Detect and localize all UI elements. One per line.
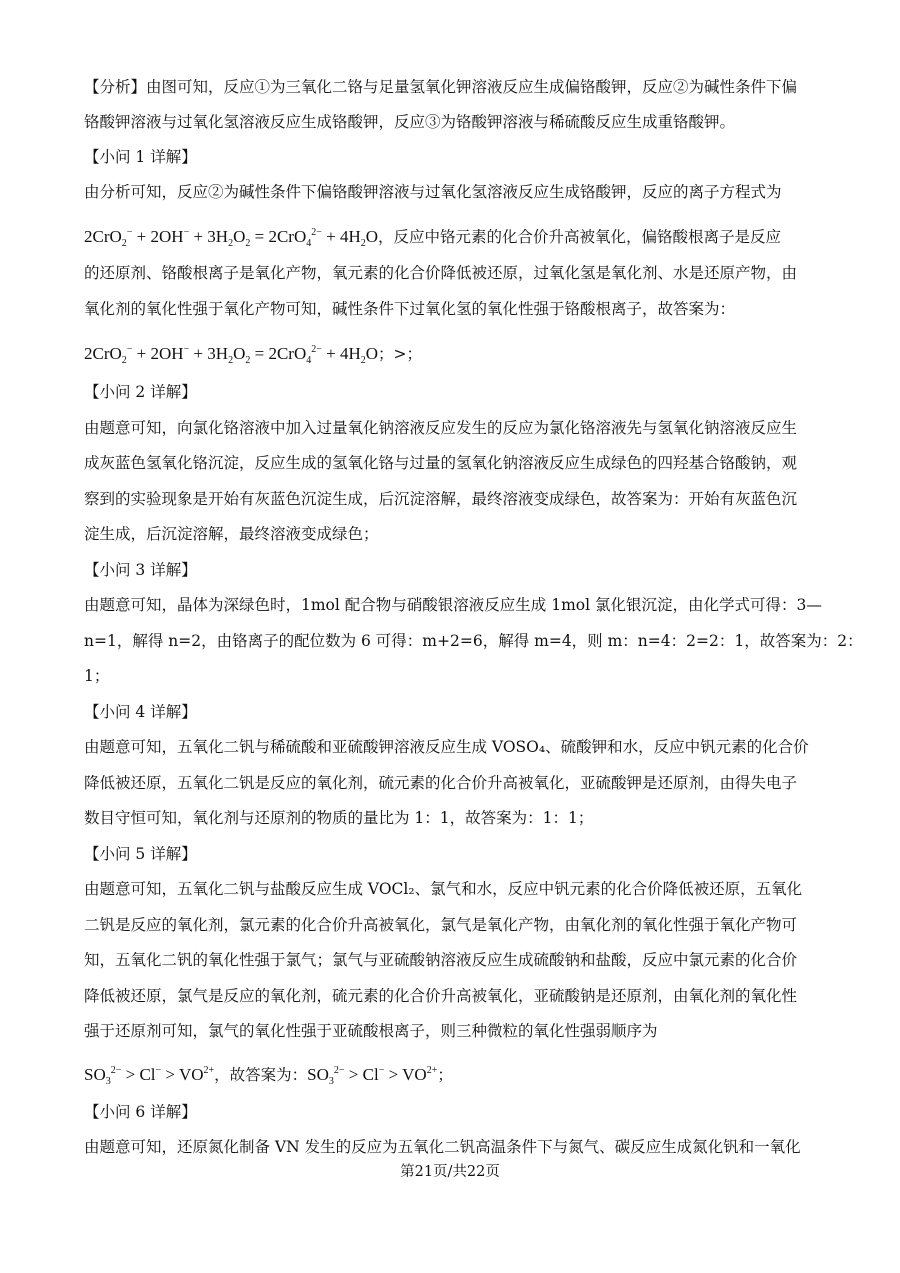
page-footer: 第21页/共22页	[400, 1164, 500, 1180]
q1-line-2-text: ，反应中铬元素的化合价升高被氧化，偏铬酸根离子是反应	[378, 228, 782, 246]
q3-line-3: 1；	[84, 667, 110, 685]
q4-line-1: 由题意可知，五氧化二钒与稀硫酸和亚硫酸钾溶液反应生成 VOSO₄、硫酸钾和水，反应中钒元素的化合价	[84, 738, 809, 756]
q5-line-1: 由题意可知，五氧化二钒与盐酸反应生成 VOCl₂、氯气和水，反应中钒元素的化合价降低被还原，五氧化	[84, 880, 803, 898]
q3-line-2: n=1，解得 n=2，由铬离子的配位数为 6 可得：m+2=6，解得 m=4，则 m：n=4：2=2：1，故答案为：2：	[84, 632, 863, 650]
q1-line-4: 氧化剂的氧化性强于氧化产物可知，碱性条件下过氧化氢的氧化性强于铬酸根离子，故答案为：	[84, 300, 736, 318]
q5-answer-text-1: ，故答案为：	[214, 1066, 308, 1084]
q1-equation-line	[84, 223, 824, 254]
q5-line-4: 降低被还原，氯气是反应的氧化剂，硫元素的化合价升高被氧化，亚硫酸钠是还原剂，由氧化剂的氧化性	[84, 987, 798, 1005]
q4-line-3: 数目守恒可知，氧化剂与还原剂的物质的量比为 1：1，故答案为：1：1；	[84, 809, 594, 827]
q4-heading: 【小问 4 详解】	[84, 703, 197, 721]
oxidizer-order-2: $SO_3^{2-} > Cl^- > VO^{2+}$	[307, 1065, 438, 1087]
q4-line-2: 降低被还原，五氧化二钒是反应的氧化剂，硫元素的化合价升高被氧化，亚硫酸钾是还原剂，由得失电子	[84, 774, 798, 792]
q5-answer-line	[84, 1061, 824, 1092]
q1-heading: 【小问 1 详解】	[84, 148, 197, 166]
analysis-line-1: 【分析】由图可知，反应①为三氧化二铬与足量氢氧化钾溶液反应生成偏铬酸钾，反应②为碱性条件下偏	[84, 78, 798, 96]
q5-line-2: 二钒是反应的氧化剂，氯元素的化合价升高被氧化，氯气是氧化产物，由氧化剂的氧化性强于氧化产物可	[84, 916, 798, 934]
q1-answer-text: ；>；	[378, 345, 423, 363]
q5-answer-text-2: ；	[437, 1066, 453, 1084]
q5-line-5: 强于还原剂可知，氯气的氧化性强于亚硫酸根离子，则三种微粒的氧化性强弱顺序为	[84, 1022, 658, 1040]
ionic-equation-1: $2CrO_2^- + 2OH^- + 3H_2O_2 = 2CrO_4^{2-} + 4H_2O$	[84, 227, 379, 249]
q5-heading: 【小问 5 详解】	[84, 845, 197, 863]
q2-heading: 【小问 2 详解】	[84, 383, 197, 401]
q1-line-1: 由分析可知，反应②为碱性条件下偏铬酸钾溶液与过氧化氢溶液反应生成铬酸钾，反应的离子方程式为	[84, 183, 782, 201]
q3-heading: 【小问 3 详解】	[84, 561, 197, 579]
q6-line-1: 由题意可知，还原氮化制备 VN 发生的反应为五氧化二钒高温条件下与氮气、碳反应生成氮化钒和一氧化	[84, 1138, 801, 1156]
q6-heading: 【小问 6 详解】	[84, 1103, 197, 1121]
q2-line-1: 由题意可知，向氯化铬溶液中加入过量氧化钠溶液反应发生的反应为氯化铬溶液先与氢氧化钠溶液反应生	[84, 419, 798, 437]
q2-line-2: 成灰蓝色氢氧化铬沉淀，反应生成的氢氧化铬与过量的氢氧化钠溶液反应生成绿色的四羟基合铬酸钠，观	[84, 454, 798, 472]
q1-line-3: 的还原剂、铬酸根离子是氧化产物，氧元素的化合价降低被还原，过氧化氢是氧化剂、水是还原产物，由	[84, 264, 798, 282]
ionic-equation-2: $2CrO_2^- + 2OH^- + 3H_2O_2 = 2CrO_4^{2-} + 4H_2O$	[84, 344, 379, 366]
oxidizer-order-1: $SO_3^{2-} > Cl^- > VO^{2+}$	[84, 1065, 215, 1087]
q1-answer-line	[84, 340, 824, 371]
q2-line-4: 淀生成，后沉淀溶解，最终溶液变成绿色；	[84, 525, 379, 543]
q5-line-3: 知，五氧化二钒的氧化性强于氯气；氯气与亚硫酸钠溶液反应生成硫酸钠和盐酸，反应中氯元素的化合价	[84, 951, 798, 969]
q2-line-3: 察到的实验现象是开始有灰蓝色沉淀生成，后沉淀溶解，最终溶液变成绿色，故答案为：开始有灰蓝色沉	[84, 490, 798, 508]
analysis-line-2: 铬酸钾溶液与过氧化氢溶液反应生成铬酸钾，反应③为铬酸钾溶液与稀硫酸反应生成重铬酸钾。	[84, 113, 736, 131]
q3-line-1: 由题意可知，晶体为深绿色时，1mol 配合物与硝酸银溶液反应生成 1mol 氯化银沉淀，由化学式可得：3—	[84, 596, 822, 614]
